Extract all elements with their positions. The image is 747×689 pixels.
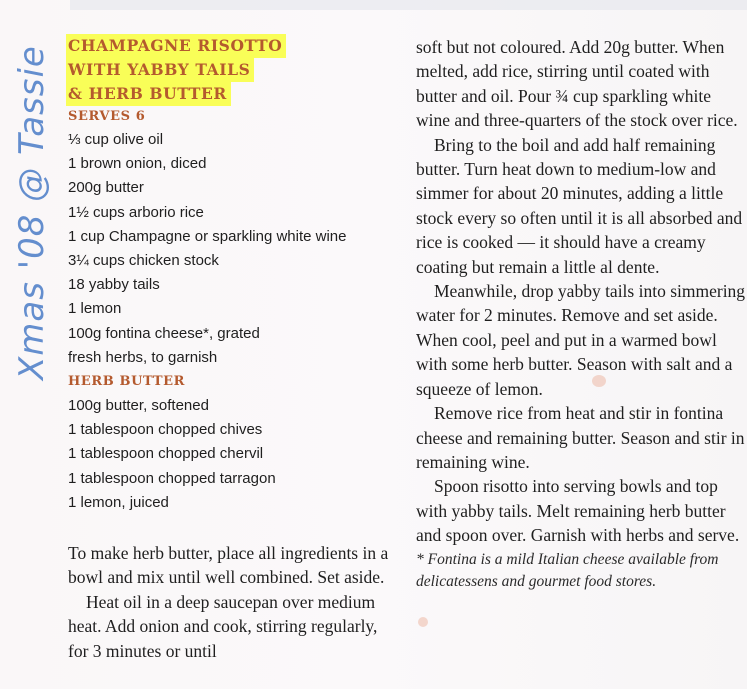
ingredient-item: 1 cup Champagne or sparkling white wine xyxy=(68,227,347,245)
ingredient-list xyxy=(68,128,398,370)
herb-butter-heading: HERB BUTTER xyxy=(68,374,186,390)
method-paragraph: To make herb butter, place all ingredients in a bowl and mix until well combined. Set aside. xyxy=(68,543,389,588)
herb-butter-list xyxy=(68,394,398,515)
recipe-title xyxy=(68,34,398,106)
ingredient-item: 100g fontina cheese*, grated xyxy=(68,324,260,342)
method-paragraph: Spoon risotto into serving bowls and top with yabby tails. Melt remaining herb butter and spoon over. Garnish with herbs and serve. xyxy=(416,476,740,546)
ingredient-item: 1½ cups arborio rice xyxy=(68,203,204,221)
method-paragraph: Meanwhile, drop yabby tails into simmering water for 2 minutes. Remove and set aside. When cool, peel and put in a warmed bowl with some herb butter. Season with salt and a squeeze of lemon. xyxy=(416,281,746,399)
title-line: CHAMPAGNE RISOTTO xyxy=(66,34,286,58)
herb-butter-item: 100g butter, softened xyxy=(68,397,209,415)
method-paragraph: soft but not coloured. Add 20g butter. When melted, add rice, stirring until coated with butter and oil. Pour ¾ cup sparkling white wine and three-quarters of the stock over rice. xyxy=(416,37,738,131)
method-left-column xyxy=(68,541,398,663)
ingredient-item: 1 brown onion, diced xyxy=(68,155,207,173)
footnote: * Fontina is a mild Italian cheese available from delicatessens and gourmet food stores. xyxy=(416,550,719,590)
herb-butter-item: 1 tablespoon chopped tarragon xyxy=(68,469,276,487)
title-line: WITH YABBY TAILS xyxy=(66,58,254,82)
ingredient-item: ⅓ cup olive oil xyxy=(68,131,164,148)
title-line: & HERB BUTTER xyxy=(66,82,231,106)
method-paragraph: Bring to the boil and add half remaining butter. Turn heat down to medium-low and simmer for about 20 minutes, adding a little stock every so often until it is all absorbed and rice is cooked — it should have a creamy coating but remain a little al dente. xyxy=(416,134,743,277)
herb-butter-item: 1 tablespoon chopped chives xyxy=(68,421,263,439)
serves-label: SERVES 6 xyxy=(68,109,146,124)
ingredient-item: fresh herbs, to garnish xyxy=(68,348,218,366)
ingredient-item: 200g butter xyxy=(68,179,144,197)
method-paragraph: Remove rice from heat and stir in fontina cheese and remaining butter. Season and stir in remaining wine. xyxy=(416,403,745,472)
top-edge-strip xyxy=(70,0,747,10)
ingredient-item: 1 lemon xyxy=(68,300,122,318)
herb-butter-item: 1 tablespoon chopped chervil xyxy=(68,445,264,463)
herb-butter-item: 1 lemon, juiced xyxy=(68,493,169,511)
handwritten-margin-note: Xmas '08 @ Tassie xyxy=(12,45,52,380)
ingredients-column xyxy=(68,34,398,515)
stain-mark xyxy=(418,617,428,627)
ingredient-item: 3¼ cups chicken stock xyxy=(68,252,219,270)
ingredient-item: 18 yabby tails xyxy=(68,276,160,294)
method-paragraph: Heat oil in a deep saucepan over medium heat. Add onion and cook, stirring regularly, for 3 minutes or until xyxy=(68,591,378,661)
method-right-column xyxy=(416,35,746,593)
